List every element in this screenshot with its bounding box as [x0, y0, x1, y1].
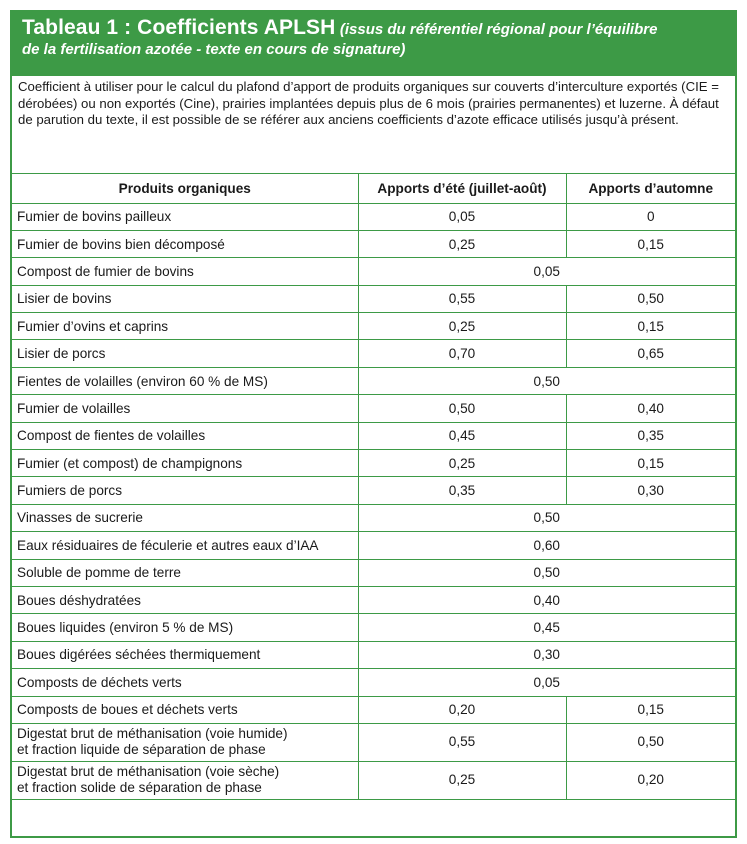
row-ete: 0,25: [358, 313, 566, 340]
row-merged-value: 0,50: [358, 367, 735, 394]
row-automne: 0,50: [566, 285, 735, 312]
row-merged-value: 0,05: [358, 258, 735, 285]
row-name: Compost de fumier de bovins: [12, 258, 358, 285]
row-name: Lisier de porcs: [12, 340, 358, 367]
table-row: [12, 723, 735, 761]
row-name: Fumiers de porcs: [12, 477, 358, 504]
table-row: [12, 669, 735, 696]
row-name: Fientes de volailles (environ 60 % de MS): [12, 367, 358, 394]
table-row: [12, 761, 735, 799]
row-automne: 0,30: [566, 477, 735, 504]
row-name: Fumier d’ovins et caprins: [12, 313, 358, 340]
table-row: [12, 586, 735, 613]
row-name: Eaux résiduaires de féculerie et autres eaux d’IAA: [12, 532, 358, 559]
row-ete: 0,45: [358, 422, 566, 449]
row-name: Boues liquides (environ 5 % de MS): [12, 614, 358, 641]
row-automne: 0,15: [566, 450, 735, 477]
row-merged-value: 0,50: [358, 559, 735, 586]
table-title: Tableau 1 : Coefficients APLSH: [22, 16, 336, 39]
table-row: [12, 285, 735, 312]
row-name: Composts de boues et déchets verts: [12, 696, 358, 723]
table-subtitle-part1: (issus du référentiel régional pour l’équilibre: [339, 21, 658, 38]
row-name: Boues digérées séchées thermiquement: [12, 641, 358, 668]
row-automne: 0,50: [566, 723, 735, 761]
row-ete: 0,20: [358, 696, 566, 723]
column-header-ete: Apports d’été (juillet-août): [358, 174, 566, 203]
table-row: [12, 532, 735, 559]
row-merged-value: 0,40: [358, 586, 735, 613]
table-row: [12, 230, 735, 257]
table-row: [12, 477, 735, 504]
table-row: [12, 340, 735, 367]
table-row: [12, 203, 735, 230]
row-name: Soluble de pomme de terre: [12, 559, 358, 586]
coefficients-table: [12, 174, 735, 800]
table-subtitle-part2: de la fertilisation azotée - texte en cours de signature): [22, 41, 406, 58]
row-name: Fumier de bovins bien décomposé: [12, 230, 358, 257]
row-name: [12, 761, 358, 799]
table-row: [12, 367, 735, 394]
row-name: Composts de déchets verts: [12, 669, 358, 696]
table-row: [12, 504, 735, 531]
row-merged-value: 0,30: [358, 641, 735, 668]
row-automne: 0,15: [566, 696, 735, 723]
column-header-automne: Apports d’automne: [566, 174, 735, 203]
row-name: Vinasses de sucrerie: [12, 504, 358, 531]
row-name-line2: et fraction liquide de séparation de phase: [17, 742, 266, 758]
table-row: [12, 313, 735, 340]
row-ete: 0,55: [358, 723, 566, 761]
row-name: Fumier de bovins pailleux: [12, 203, 358, 230]
row-name: Boues déshydratées: [12, 586, 358, 613]
row-automne: 0,35: [566, 422, 735, 449]
row-ete: 0,70: [358, 340, 566, 367]
table-row: [12, 258, 735, 285]
row-name: Compost de fientes de volailles: [12, 422, 358, 449]
table-panel: [10, 10, 737, 838]
table-header-banner: [12, 12, 735, 76]
row-ete: 0,25: [358, 450, 566, 477]
column-header-produits: Produits organiques: [12, 174, 358, 203]
table-row: [12, 559, 735, 586]
row-automne: 0,40: [566, 395, 735, 422]
table-row: [12, 696, 735, 723]
row-name: Fumier (et compost) de champignons: [12, 450, 358, 477]
row-ete: 0,05: [358, 203, 566, 230]
table-row: [12, 450, 735, 477]
row-name-line2: et fraction solide de séparation de phase: [17, 780, 262, 796]
row-ete: 0,25: [358, 761, 566, 799]
row-ete: 0,50: [358, 395, 566, 422]
row-name: [12, 723, 358, 761]
row-automne: 0: [566, 203, 735, 230]
row-merged-value: 0,05: [358, 669, 735, 696]
row-ete: 0,35: [358, 477, 566, 504]
table-row: [12, 641, 735, 668]
row-automne: 0,15: [566, 313, 735, 340]
table-row: [12, 422, 735, 449]
row-name-line1: Digestat brut de méthanisation (voie humide): [17, 726, 288, 742]
intro-text: Coefficient à utiliser pour le calcul du plafond d’apport de produits organiques sur couverts d’interculture exportés (CIE = dérobées) ou non exportés (Cine), prairies implantées depuis plus de 6 mois (prairies permanentes) et luzerne. À défaut de parution du texte, il est possible de se référer aux anciens coefficients d’azote efficace utilisés jusqu’à présent.: [12, 76, 735, 174]
row-name-line1: Digestat brut de méthanisation (voie sèche): [17, 764, 280, 780]
row-automne: 0,65: [566, 340, 735, 367]
table-row: [12, 395, 735, 422]
row-merged-value: 0,45: [358, 614, 735, 641]
row-ete: 0,25: [358, 230, 566, 257]
row-merged-value: 0,60: [358, 532, 735, 559]
row-automne: 0,20: [566, 761, 735, 799]
table-row: [12, 614, 735, 641]
row-ete: 0,55: [358, 285, 566, 312]
row-name: Fumier de volailles: [12, 395, 358, 422]
table-header-row: [12, 174, 735, 203]
row-merged-value: 0,50: [358, 504, 735, 531]
row-automne: 0,15: [566, 230, 735, 257]
row-name: Lisier de bovins: [12, 285, 358, 312]
